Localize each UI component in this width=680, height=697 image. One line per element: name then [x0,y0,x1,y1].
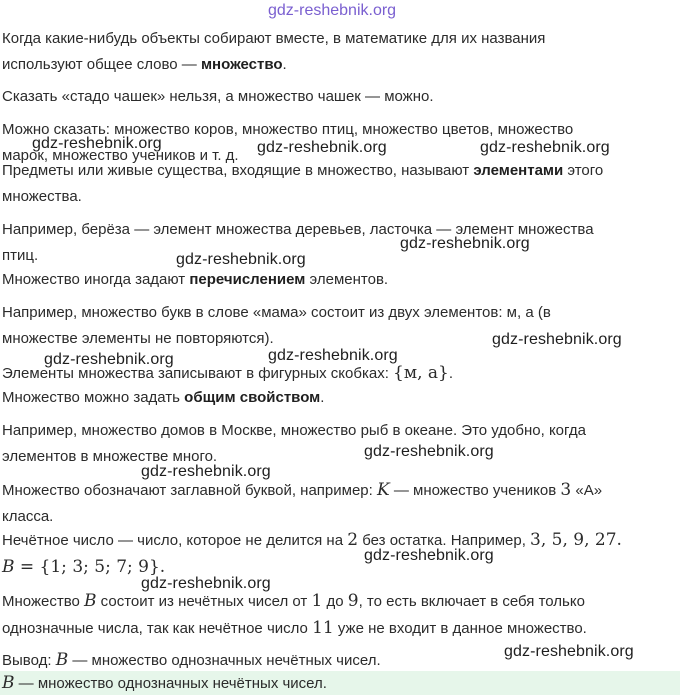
watermark: gdz-reshebnik.org [141,575,271,592]
answer-text: B — множество однозначных нечётных чисел. [2,673,327,693]
paragraph-enumeration: Множество иногда задают перечислением элементов. [2,271,389,288]
set-odd: = {1; 3; 5; 7; 9}. [14,557,166,577]
paragraph-braces: Элементы множества записывают в фигурных скобках: {м, а}. [2,363,454,383]
watermark: gdz-reshebnik.org [480,139,610,156]
paragraph-conclusion: Вывод: B — множество однозначных нечётных чисел. [2,650,381,670]
watermark: gdz-reshebnik.org [176,251,306,268]
paragraph-notation: Множество обозначают заглавной буквой, например: K — множество учеников 3 «А» класса. [2,480,603,525]
watermark: gdz-reshebnik.org [257,139,387,156]
watermark: gdz-reshebnik.org [268,347,398,364]
watermark: gdz-reshebnik.org [32,135,162,152]
paragraph-set-b: Множество B состоит из нечётных чисел от 1 до 9, то есть включает в себя только однозначные числа, так как нечётное число 11 уже не входит в данное множество. [2,591,587,638]
paragraph-property: Множество можно задать общим свойством. [2,389,325,406]
watermark: gdz-reshebnik.org [492,331,622,348]
paragraph-elements: Предметы или живые существа, входящие в множество, называют элементами этого множества. [2,162,604,205]
paragraph-mama: Например, множество букв в слове «мама» состоит из двух элементов: м, а (в множестве элементы не повторяются). [2,304,551,347]
set-ma: {м, а} [393,363,449,383]
paragraph-houses: Например, множество домов в Москве, множество рыб в океане. Это удобно, когда элементов в множестве много. [2,422,586,465]
paragraph-odd: Нечётное число — число, которое не делится на 2 без остатка. Например, 3, 5, 9, 27. B = {1; 3; 5; 7; 9}. [2,530,622,577]
watermark-top: gdz-reshebnik.org [268,2,397,19]
paragraph-cups: Сказать «стадо чашек» нельзя, а множество чашек — можно. [2,88,434,105]
watermark: gdz-reshebnik.org [504,643,634,660]
watermark: gdz-reshebnik.org [364,547,494,564]
watermark: gdz-reshebnik.org [44,351,174,368]
watermark: gdz-reshebnik.org [400,235,530,252]
watermark: gdz-reshebnik.org [364,443,494,460]
intro-line-1: Когда какие-нибудь объекты собирают вместе, в математике для их названия [2,30,546,47]
paragraph-birch: Например, берёза — элемент множества деревьев, ласточка — элемент множества птиц. [2,221,594,264]
intro-line-2: используют общее слово — множество. [2,56,287,73]
paragraph-examples: Можно сказать: множество коров, множество птиц, множество цветов, множество марок, множество учеников и т. д. [2,121,574,164]
paragraph-intro [2,26,678,78]
watermark: gdz-reshebnik.org [141,463,271,480]
